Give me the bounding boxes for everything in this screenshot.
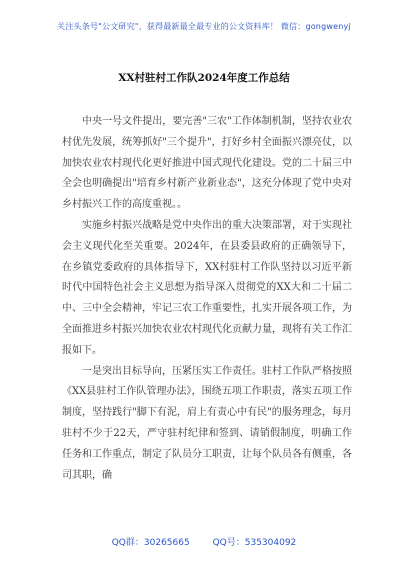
contact-footer xyxy=(0,535,408,548)
paragraph: 中央一号文件提出，要完善"三农"工作体制机制，坚持农业农村优先发展，统筹抓好"三个提升"，打好乡村全面振兴漂亮仗，以加快农业农村现代化更好推进中国式现代化建设。党的二十届三中全会也明确提出"培育乡村新产业新业态"，这充分体现了党中央对乡村振兴工作的高度重视。。 xyxy=(62,116,352,211)
promo-header: 关注头条号"公文研究"，获得最新最全最专业的公文资料库！ 微信：gongwenyj xyxy=(57,22,351,31)
document-title: XX村驻村工作队2024年度工作总结 xyxy=(118,72,290,84)
qq-number: QQ号：535304092 xyxy=(212,538,297,548)
paragraph: 实施乡村振兴战略是党中央作出的重大决策部署，对于实现社会主义现代化至关重要。2024年，在县委县政府的正确领导下，在乡镇党委政府的具体指导下，XX村驻村工作队坚持以习近平新时代中国特色社会主义思想为指导深入贯彻党的XX大和二十届二中、三中全会精神，牢记三农工作重要性，扎实开展各项工作，为全面推进乡村振兴加快农业农村现代化贡献力量，现将有关工作汇报如下。 xyxy=(62,219,352,356)
paragraph: 一是突出目标导向，压紧压实工作责任。驻村工作队严格按照《XX县驻村工作队管理办法》，围绕五项工作职责，落实五项工作制度，坚持践行"脚下有泥，肩上有责心中有民"的服务理念，每月驻村不少于22天，严守驻村纪律和签到、请销假制度，明确工作任务和工作重点，制定了队员分工职责，让每个队员各有侧重，各司其职，确 xyxy=(62,365,352,481)
qq-group: QQ群：30265665 xyxy=(111,538,190,548)
document-body xyxy=(62,112,352,486)
